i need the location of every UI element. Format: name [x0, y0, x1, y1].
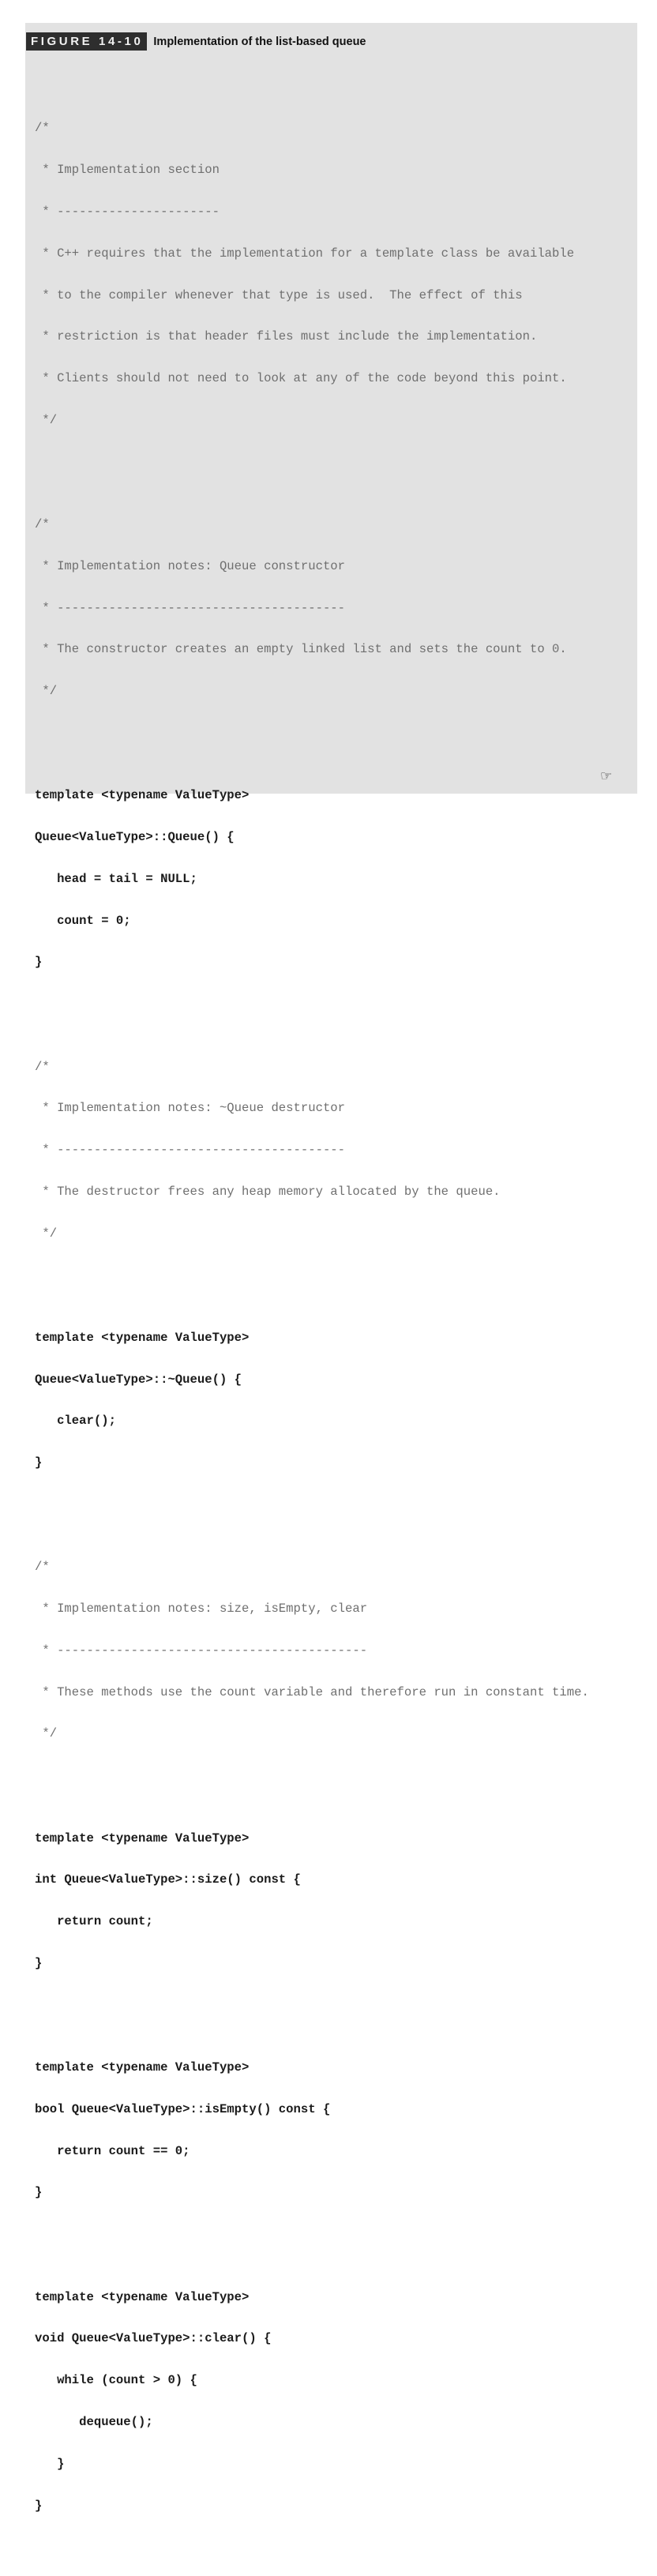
code-line: } [35, 2456, 65, 2471]
code-line: } [35, 2498, 43, 2513]
code-line: void Queue<ValueType>::clear() { [35, 2331, 272, 2346]
code-line: template <typename ValueType> [35, 788, 250, 803]
code-line: * Clients should not need to look at any of the code beyond this point. [35, 371, 567, 386]
code-line: dequeue(); [35, 2414, 153, 2429]
code-line: /* [35, 1560, 50, 1575]
code-line: * Implementation notes: size, isEmpty, clear [35, 1602, 368, 1617]
code-line: /* [35, 1059, 50, 1074]
code-listing [35, 66, 629, 2576]
code-block-destructor [35, 1304, 629, 1498]
comment-block-implementation-section [35, 94, 629, 455]
code-line: * C++ requires that the implementation for a template class be available [35, 246, 575, 261]
code-line: * Implementation notes: ~Queue destructor [35, 1101, 346, 1116]
code-line: } [35, 1455, 43, 1470]
code-line: */ [35, 1226, 58, 1241]
code-line: */ [35, 412, 58, 427]
code-line: * ---------------------- [35, 204, 220, 219]
code-line: template <typename ValueType> [35, 2060, 250, 2075]
comment-block-destructor [35, 1032, 629, 1268]
code-line: while (count > 0) { [35, 2373, 197, 2388]
code-line: /* [35, 121, 50, 136]
code-line: bool Queue<ValueType>::isEmpty() const { [35, 2101, 331, 2116]
code-line: * --------------------------------------- [35, 600, 346, 615]
figure-title: Implementation of the list-based queue [153, 35, 366, 48]
code-line: * The constructor creates an empty linked list and sets the count to 0. [35, 642, 567, 657]
code-line: * Implementation notes: Queue constructor [35, 558, 346, 573]
comment-block-size-isempty-clear [35, 1533, 629, 1769]
figure-panel [25, 23, 637, 2513]
code-line: template <typename ValueType> [35, 1831, 250, 1846]
code-block-size [35, 1804, 629, 1998]
code-line: * restriction is that header files must include the implementation. [35, 329, 538, 344]
code-line: * These methods use the count variable and therefore run in constant time. [35, 1684, 589, 1699]
code-line: * The destructor frees any heap memory allocated by the queue. [35, 1184, 501, 1199]
code-line: int Queue<ValueType>::size() const { [35, 1872, 301, 1887]
code-line: Queue<ValueType>::Queue() { [35, 830, 235, 845]
code-line: * Implementation section [35, 163, 220, 178]
code-line: head = tail = NULL; [35, 871, 197, 886]
code-block-clear [35, 2262, 629, 2540]
code-line: * --------------------------------------- [35, 1143, 346, 1158]
code-line: template <typename ValueType> [35, 1330, 250, 1345]
code-line: */ [35, 1726, 58, 1741]
code-line: Queue<ValueType>::~Queue() { [35, 1372, 242, 1387]
code-line: template <typename ValueType> [35, 2289, 250, 2304]
code-line: */ [35, 684, 58, 699]
pointing-hand-icon: ☞ [600, 768, 613, 784]
code-line: return count; [35, 1914, 153, 1929]
comment-block-constructor [35, 490, 629, 727]
figure-label: FIGURE 14-10 [26, 32, 147, 51]
figure-header [26, 32, 366, 51]
code-line: /* [35, 517, 50, 531]
code-line: return count == 0; [35, 2143, 190, 2158]
code-line: * to the compiler whenever that type is used. The effect of this [35, 287, 523, 302]
code-block-constructor [35, 761, 629, 997]
code-line: } [35, 955, 43, 970]
code-line: } [35, 1955, 43, 1970]
code-line: * ------------------------------------------ [35, 1643, 368, 1658]
code-line: count = 0; [35, 913, 131, 928]
code-line: } [35, 2185, 43, 2200]
code-line: clear(); [35, 1414, 116, 1429]
code-block-isempty [35, 2033, 629, 2228]
